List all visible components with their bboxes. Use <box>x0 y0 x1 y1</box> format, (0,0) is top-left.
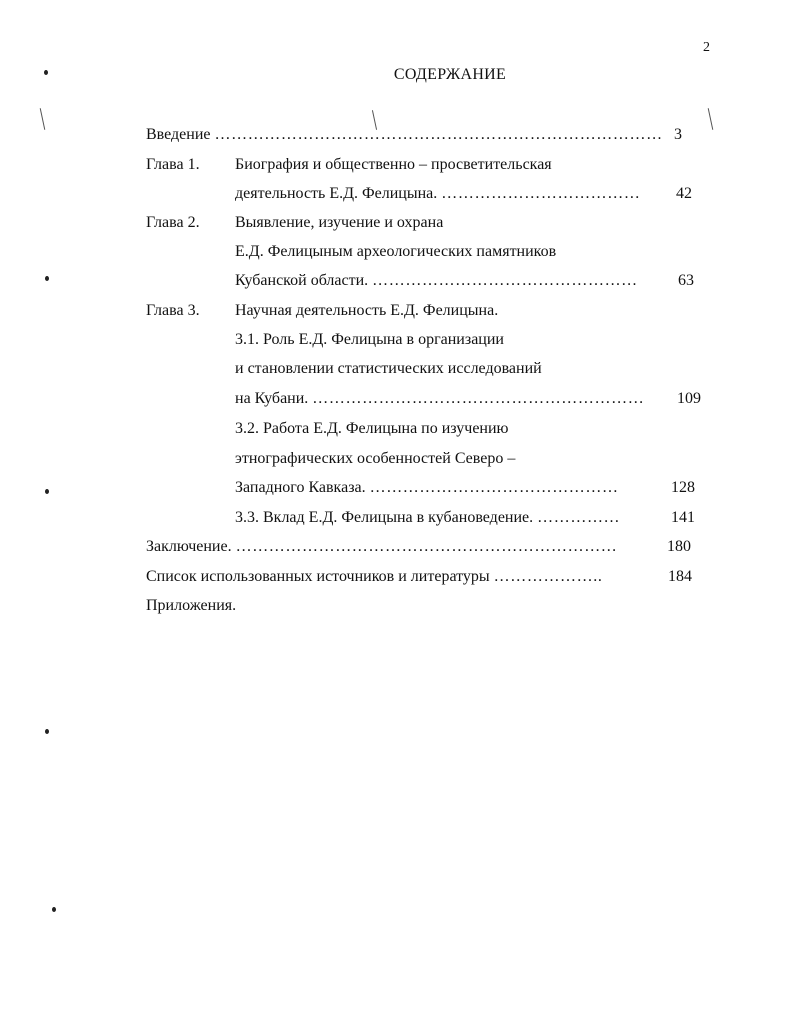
toc-ch2-dots: ………………………………………… <box>372 272 638 289</box>
page-number: 2 <box>703 40 710 55</box>
toc-ch3-s2-dots: ……………………………………… <box>369 479 619 496</box>
toc-ch3-s2-line3 <box>235 478 619 498</box>
toc-intro-page: 3 <box>674 126 682 143</box>
toc-ch3-label: Глава 3. <box>146 302 200 319</box>
toc-sources <box>146 567 602 587</box>
toc-ch2-title-end: Кубанской области. <box>235 272 369 289</box>
toc-ch3-s2-title-end: Западного Кавказа. <box>235 479 366 496</box>
toc-ch1-line1: Биография и общественно – просветительская <box>235 156 552 173</box>
toc-ch1-line2 <box>235 184 640 204</box>
toc-ch3-s3-title: 3.3. Вклад Е.Д. Фелицына в кубановедение. <box>235 509 534 526</box>
scan-speck <box>45 489 49 494</box>
toc-ch3-line1: Научная деятельность Е.Д. Фелицына. <box>235 302 499 319</box>
toc-intro-dots: ……………………………………………………………………… <box>214 126 663 143</box>
toc-ch1-page: 42 <box>676 185 692 202</box>
toc-ch3-s1-page: 109 <box>677 390 701 407</box>
toc-ch3-s1-line2: и становлении статистических исследований <box>235 360 542 377</box>
scan-speck <box>45 729 49 734</box>
toc-conclusion-label: Заключение. <box>146 538 232 555</box>
toc-ch3-s1-line1: 3.1. Роль Е.Д. Фелицына в организации <box>235 331 504 348</box>
scan-speck <box>52 907 56 912</box>
toc-ch3-s2-line2: этнографических особенностей Северо – <box>235 450 516 467</box>
scan-speck <box>44 70 48 75</box>
scan-speck <box>45 276 49 281</box>
toc-intro <box>146 125 663 145</box>
page-title: СОДЕРЖАНИЕ <box>393 66 507 83</box>
toc-intro-label: Введение <box>146 126 211 143</box>
toc-conclusion-page: 180 <box>667 538 691 555</box>
toc-conclusion <box>146 537 617 557</box>
toc-sources-label: Список использованных источников и литературы <box>146 568 490 585</box>
scan-mark <box>40 108 46 130</box>
scan-mark <box>708 108 714 130</box>
toc-ch3-s3-dots: …………… <box>537 509 621 526</box>
toc-ch1-title-end: деятельность Е.Д. Фелицына. <box>235 185 438 202</box>
toc-ch3-s3-page: 141 <box>671 509 695 526</box>
toc-ch2-line2: Е.Д. Фелицыным археологических памятников <box>235 243 557 260</box>
toc-ch3-s1-title-end: на Кубани. <box>235 390 309 407</box>
toc-ch1-dots: ……………………………… <box>441 185 641 202</box>
toc-appendix: Приложения. <box>146 597 237 614</box>
toc-ch3-s3-line <box>235 508 620 528</box>
toc-ch3-s1-line3 <box>235 389 644 409</box>
toc-ch2-line1: Выявление, изучение и охрана <box>235 214 444 231</box>
toc-sources-dots: ……………….. <box>493 568 603 585</box>
toc-ch2-line3 <box>235 271 638 291</box>
toc-sources-page: 184 <box>668 568 692 585</box>
toc-ch1-label: Глава 1. <box>146 156 200 173</box>
toc-ch2-page: 63 <box>678 272 694 289</box>
toc-conclusion-dots: …………………………………………………………… <box>235 538 618 555</box>
toc-ch3-s2-line1: 3.2. Работа Е.Д. Фелицына по изучению <box>235 420 509 437</box>
toc-ch3-s1-dots: …………………………………………………… <box>312 390 645 407</box>
toc-ch3-s2-page: 128 <box>671 479 695 496</box>
toc-ch2-label: Глава 2. <box>146 214 200 231</box>
